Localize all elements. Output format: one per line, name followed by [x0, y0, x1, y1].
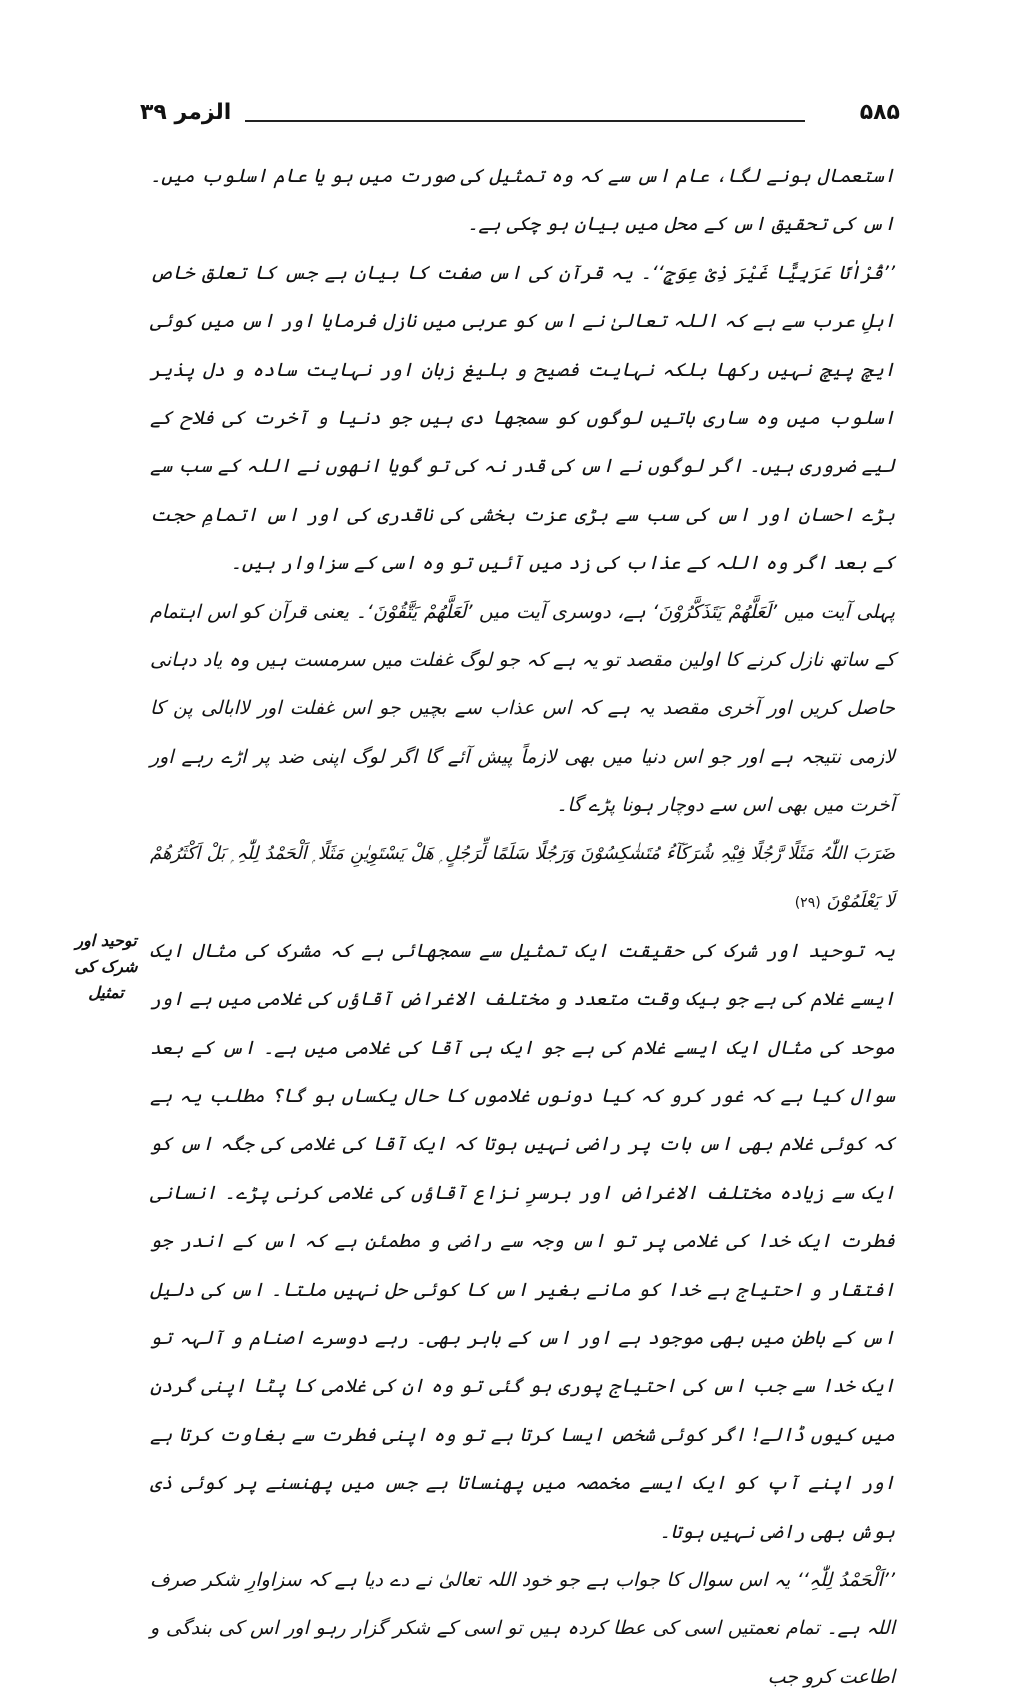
paragraph-2: ’’قُرْاٰنًا عَرَبِیًّا غَیْرَ ذِیْ عِوَجٍ‘‘۔ یہ قرآن کی اس صفت کا بیان ہے جس کا تعلق خاص اہلِ عرب سے ہے کہ اللہ تعالیٰ نے اس کو عربی میں نازل فرمایا اور اس میں کوئی ایچ پیچ نہیں رکھا بلکہ نہایت فصیح و بلیغ زبان اور نہایت سادہ و دل پذیر اسلوب میں وہ ساری باتیں لوگوں کو سمجھا دی ہیں جو دنیا و آخرت کی فلاح کے لیے ضروری ہیں۔ اگر لوگوں نے اس کی قدر نہ کی تو گویا انھوں نے اللہ کے سب سے بڑے احسان اور اس کی سب سے بڑی عزت بخشی کی ناقدری کی اور اس اتمامِ حجت کے بعد اگر وہ اللہ کے عذاب کی زد میں آئیں تو وہ اسی کے سزاوار ہیں۔ — [150, 261, 895, 575]
surah-name: الزمر ۳۹ — [140, 100, 232, 125]
page-header — [140, 100, 900, 140]
page-number: ۵۸۵ — [859, 100, 900, 125]
paragraph-1: استعمال ہونے لگا، عام اس سے کہ وہ تمثیل کی صورت میں ہو یا عام اسلوب میں۔ اس کی تحقیق اس کے محل میں بیان ہو چکی ہے۔ — [150, 165, 895, 236]
page-body — [150, 152, 895, 1701]
paragraph-5: ’’اَلْحَمْدُ لِلّٰہِ‘‘ یہ اس سوال کا جواب ہے جو خود اللہ تعالیٰ نے دے دیا ہے کہ سزاوارِ شکر صرف اللہ ہے۔ تمام نعمتیں اسی کی عطا کردہ ہیں تو اسی کے شکر گزار رہو اور اس کی بندگی و اطاعت کرو جب — [150, 1568, 895, 1688]
paragraph-3: پہلی آیت میں ’لَعَلَّھُمْ یَتَذَکَّرُوْنَ‘ ہے، دوسری آیت میں ’لَعَلَّھُمْ یَتَّقُوْنَ‘۔ یعنی قرآن کو اس اہتمام کے ساتھ نازل کرنے کا اولین مقصد تو یہ ہے کہ جو لوگ غفلت میں سرمست ہیں وہ یاد دہانی حاصل کریں اور آخری مقصد یہ ہے کہ اس عذاب سے بچیں جو اس غفلت اور لاابالی پن کا لازمی نتیجہ ہے اور جو اس دنیا میں بھی لازماً پیش آئے گا اگر لوگ اپنی ضد پر اڑے رہے اور آخرت میں بھی اس سے دوچار ہونا پڑے گا۔ — [150, 600, 895, 817]
quran-verse — [150, 830, 895, 927]
paragraph-4: یہ توحید اور شرک کی حقیقت ایک تمثیل سے سمجھائی ہے کہ مشرک کی مثال ایک ایسے غلام کی ہے جو بیک وقت متعدد و مختلف الاغراض آقاؤں کی غلامی میں ہے اور موحد کی مثال ایک ایسے غلام کی ہے جو ایک ہی آقا کی غلامی میں ہے۔ اس کے بعد سوال کیا ہے کہ غور کرو کہ کیا دونوں غلاموں کا حال یکساں ہو گا؟ مطلب یہ ہے کہ کوئی غلام بھی اس بات پر راضی نہیں ہوتا کہ ایک آقا کی غلامی کی جگہ اس کو ایک سے زیادہ مختلف الاغراض اور برسرِ نزاع آقاؤں کی غلامی کرنی پڑے۔ انسانی فطرت ایک خدا کی غلامی پر تو اس وجہ سے راضی و مطمئن ہے کہ اس کے اندر جو افتقار و احتیاج ہے خدا کو مانے بغیر اس کا کوئی حل نہیں ملتا۔ اس کی دلیل اس کے باطن میں بھی موجود ہے اور اس کے باہر بھی۔ رہے دوسرے اصنام و آلہہ تو ایک خدا سے جب اس کی احتیاج پوری ہو گئی تو وہ ان کی غلامی کا پٹا اپنی گردن میں کیوں ڈالے! اگر کوئی شخص ایسا کرتا ہے تو وہ اپنی فطرت سے بغاوت کرتا ہے اور اپنے آپ کو ایک ایسے مخمصہ میں پھنساتا ہے جس میں پھنسنے پر کوئی ذی ہوش بھی راضی نہیں ہوتا۔ — [150, 939, 895, 1543]
header-rule — [245, 120, 805, 122]
verse-reference: (۲۹) — [794, 894, 821, 911]
margin-note: توحید اور شرک کی تمثیل — [74, 931, 138, 1002]
verse-text: ضَرَبَ اللّٰہُ مَثَلًا رَّجُلًا فِیْہِ شُرَکَآءُ مُتَشٰکِسُوْنَ وَرَجُلًا سَلَمًا لِّرَجُلٍ ۭ ھَلْ یَسْتَوِیٰنِ مَثَلًا ۭ اَلْحَمْدُ لِلّٰہِ ۭ بَلْ اَکْثَرُھُمْ لَا یَعْلَمُوْنَ — [150, 842, 895, 912]
